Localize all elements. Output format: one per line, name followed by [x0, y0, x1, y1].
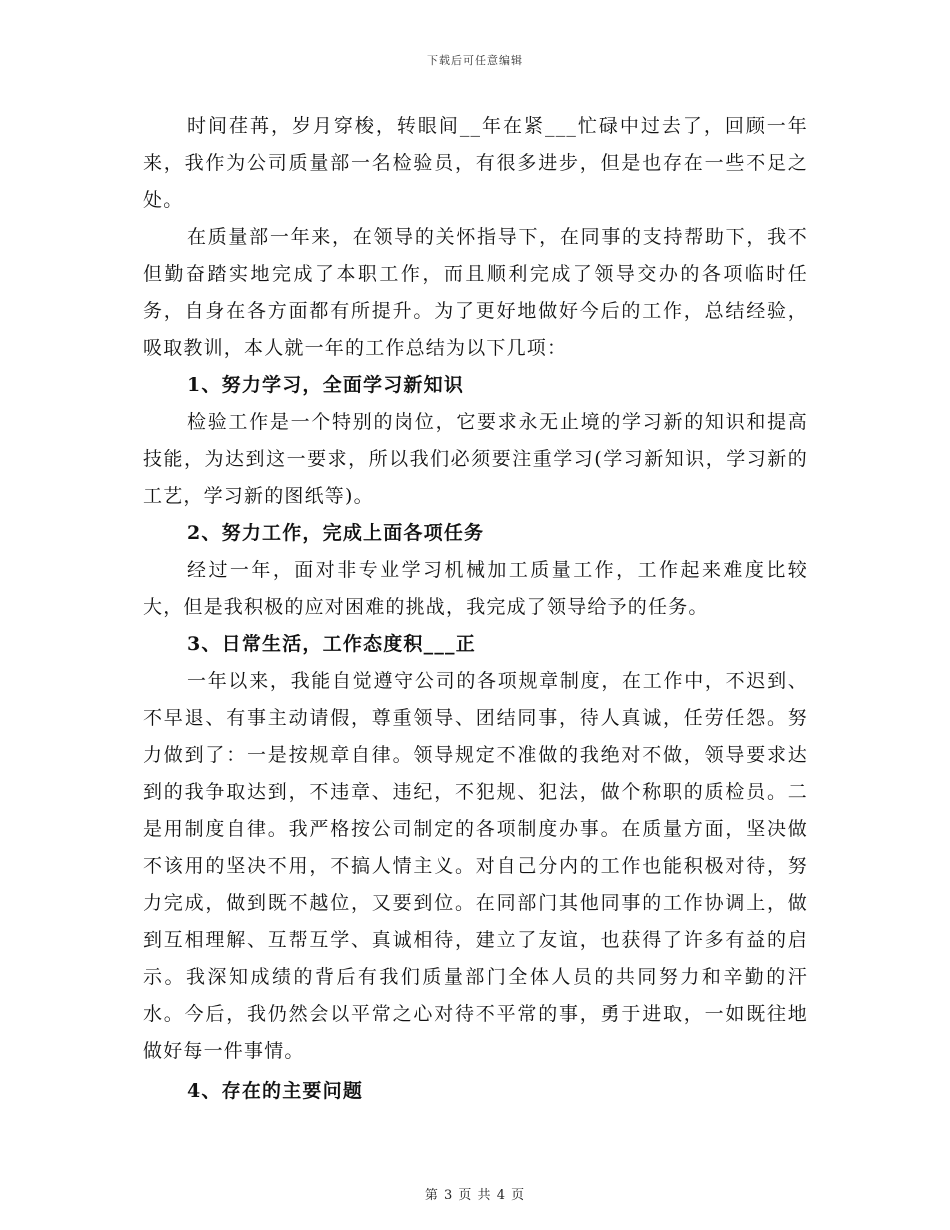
paragraph-section-3: 一年以来，我能自觉遵守公司的各项规章制度，在工作中，不迟到、不早退、有事主动请假，尊重领导、团结同事，待人真诚，任劳任怨。努力做到了：一是按规章自律。领导规定不准做的我绝对不做，领导要求达到的我争取达到，不违章、违纪，不犯规、犯法，做个称职的质检员。二是用制度自律。我严格按公司制定的各项制度办事。在质量方面，坚决做不该用的坚决不用，不搞人情主义。对自己分内的工作也能积极对待，努力完成，做到既不越位，又要到位。在同部门其他同事的工作协调上，做到互相理解、互帮互学、真诚相待，建立了友谊，也获得了许多有益的启示。我深知成绩的背后有我们质量部门全体人员的共同努力和辛勤的汗水。今后，我仍然会以平常之心对待不平常的事，勇于进取，一如既往地做好每一件事情。: [143, 670, 808, 1062]
page-header: 下载后可任意编辑: [427, 54, 523, 67]
section-heading-1: 1、努力学习，全面学习新知识: [187, 374, 465, 396]
section-heading-4: 4、存在的主要问题: [187, 1080, 364, 1102]
paragraph-section-2: 经过一年，面对非专业学习机械加工质量工作，工作起来难度比较大，但是我积极的应对困难的挑战，我完成了领导给予的任务。: [143, 559, 808, 618]
section-heading-2: 2、努力工作，完成上面各项任务: [187, 522, 485, 544]
page-footer: 第 3 页 共 4 页: [424, 1188, 526, 1203]
paragraph-overview: 在质量部一年来，在领导的关怀指导下，在同事的支持帮助下，我不但勤奋踏实地完成了本职工作，而且顺利完成了领导交办的各项临时任务，自身在各方面都有所提升。为了更好地做好今后的工作，总结经验，吸取教训，本人就一年的工作总结为以下几项：: [143, 226, 808, 359]
paragraph-section-1: 检验工作是一个特别的岗位，它要求永无止境的学习新的知识和提高技能，为达到这一要求，所以我们必须要注重学习(学习新知识，学习新的工艺，学习新的图纸等)。: [143, 411, 808, 507]
document-body: [143, 108, 808, 1110]
section-heading-3: 3、日常生活，工作态度积___正: [187, 633, 476, 655]
paragraph-intro: 时间荏苒，岁月穿梭，转眼间__年在紧___忙碌中过去了，回顾一年来，我作为公司质量部一名检验员，有很多进步，但是也存在一些不足之处。: [143, 115, 808, 211]
